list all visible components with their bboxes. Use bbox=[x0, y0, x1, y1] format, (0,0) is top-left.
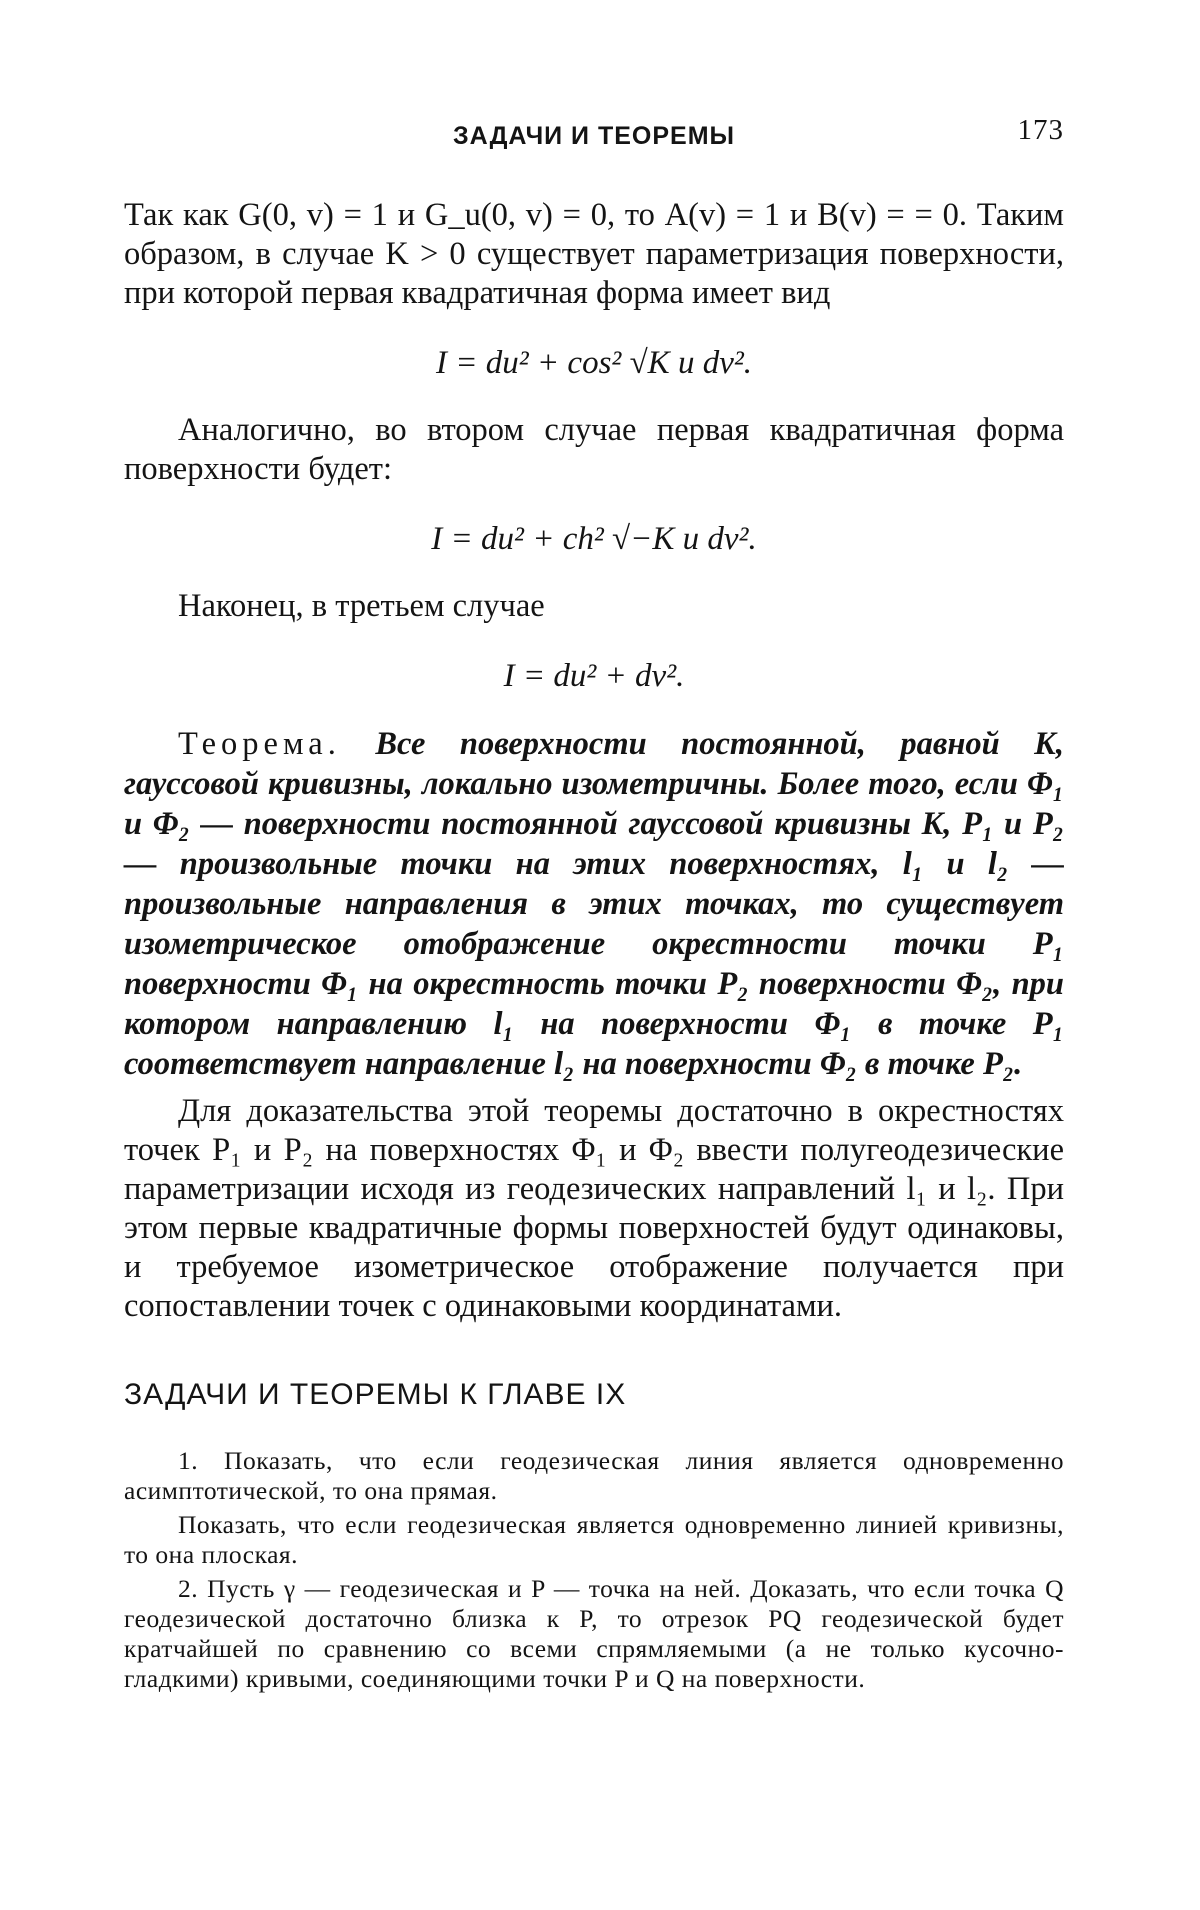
theorem-proof: Для доказательства этой теоремы достаточно в окрестностях точек P₁ и P₂ на поверхностях Φ₁ и Φ₂ ввести полугеодезические параметризации исходя из геодезических направлений l₁ и l₂. При этом первые квадратичные формы поверхностей будут одинаковы, и требуемое изометрическое отображение получается при сопоставлении точек с одинаковыми координатами. bbox=[124, 1093, 1064, 1324]
formula-zero-curvature: I = du² + dv². bbox=[503, 658, 685, 694]
page-number: 173 bbox=[1017, 114, 1064, 146]
theorem-label: Теорема. bbox=[178, 726, 341, 762]
section-heading: ЗАДАЧИ И ТЕОРЕМЫ К ГЛАВЕ IX bbox=[124, 1378, 627, 1411]
problem-item: Показать, что если геодезическая является одновременно линией кривизны, то она плоская. bbox=[124, 1510, 1064, 1569]
book-page bbox=[124, 108, 1064, 1694]
theorem-statement bbox=[124, 724, 1064, 1084]
formula-positive-curvature: I = du² + cos² √K u dv². bbox=[436, 345, 752, 381]
running-head bbox=[124, 108, 1064, 154]
problem-item: 1. Показать, что если геодезическая линия является одновременно асимптотической, то она прямая. bbox=[124, 1446, 1064, 1505]
problem-list bbox=[124, 1446, 1064, 1694]
formula-negative-curvature: I = du² + ch² √−K u dv². bbox=[431, 521, 757, 557]
problem-item: 2. Пусть γ — геодезическая и P — точка на ней. Доказать, что если точка Q геодезической достаточно близка к P, то отрезок PQ геодезической будет кратчайшей по сравнению со всеми спрямляемыми (а не только кусочно-гладкими) кривыми, соединяющими точки P и Q на поверхности. bbox=[124, 1574, 1064, 1693]
theorem-text: Все поверхности постоянной, равной K, гауссовой кривизны, локально изометричны. Более того, если Φ₁ и Φ₂ — поверхности постоянной гауссовой кривизны K, P₁ и P₂ — произвольные точки на этих поверхностях, l₁ и l₂ — произвольные направления в этих точках, то существует изометрическое отображение окрестности точки P₁ поверхности Φ₁ на окрестность точки P₂ поверхности Φ₂, при котором направлению l₁ на поверхности Φ₁ в точке P₁ соответствует направление l₂ на поверхности Φ₂ в точке P₂. bbox=[124, 726, 1064, 1082]
paragraph-parametrization: Так как G(0, v) = 1 и G_u(0, v) = 0, то A(v) = 1 и B(v) = = 0. Таким образом, в случае K > 0 существует параметризация поверхности, при которой первая квадратичная форма имеет вид bbox=[124, 197, 1064, 311]
paragraph-third-case: Наконец, в третьем случае bbox=[178, 588, 545, 624]
running-title: ЗАДАЧИ И ТЕОРЕМЫ bbox=[452, 122, 736, 150]
paragraph-second-case: Аналогично, во втором случае первая квадратичная форма поверхности будет: bbox=[124, 412, 1064, 487]
